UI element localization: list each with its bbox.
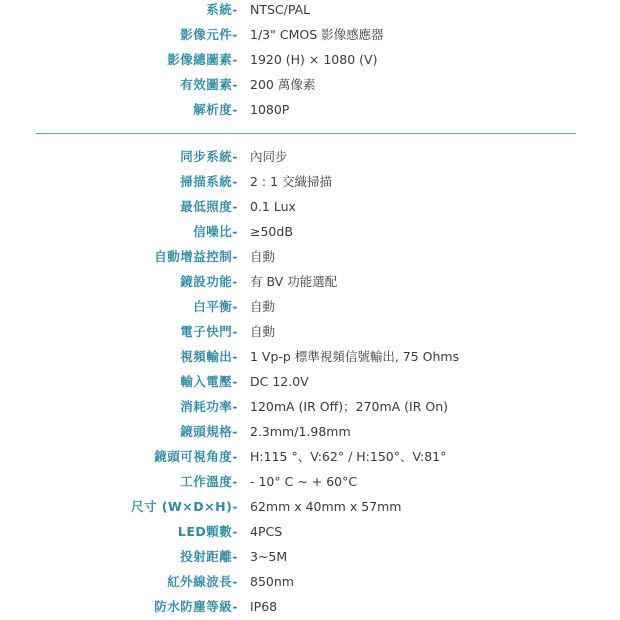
spec-row (0, 447, 620, 467)
spec-value: 62mm x 40mm x 57mm (250, 499, 402, 514)
spec-label-group (180, 272, 238, 292)
spec-label-group (180, 547, 238, 567)
spec-row (0, 347, 620, 367)
spec-label: 視頻輸出 (180, 349, 233, 364)
spec-separator: - (232, 524, 238, 539)
spec-label: 影像總圖素 (167, 52, 233, 67)
spec-label: 紅外線波長 (167, 574, 233, 589)
spec-separator: - (232, 102, 238, 117)
spec-value: 1080P (250, 102, 290, 117)
spec-separator: - (232, 149, 238, 164)
spec-value: 850nm (250, 574, 294, 589)
spec-label-group (167, 572, 238, 592)
spec-value: NTSC/PAL (250, 2, 311, 17)
spec-separator: - (232, 574, 238, 589)
spec-separator: - (232, 2, 238, 17)
spec-row (0, 572, 620, 592)
spec-label: 同步系統 (180, 149, 233, 164)
spec-value: 有 BV 功能選配 (250, 274, 338, 289)
spec-separator: - (232, 499, 238, 514)
spec-value: 0.1 Lux (250, 199, 296, 214)
spec-row (0, 397, 620, 417)
spec-label: 解析度 (193, 102, 233, 117)
spec-label-group (154, 247, 238, 267)
spec-label-group (193, 297, 238, 317)
spec-row (0, 50, 620, 70)
spec-label: LED顆數 (177, 524, 233, 539)
spec-row (0, 247, 620, 267)
spec-value: - 10° C ~ + 60°C (250, 474, 358, 489)
spec-separator: - (232, 199, 238, 214)
spec-separator: - (232, 249, 238, 264)
spec-label-group (154, 447, 238, 467)
spec-label: 信噪比 (193, 224, 233, 239)
spec-separator: - (232, 449, 238, 464)
spec-row (0, 222, 620, 242)
spec-separator: - (232, 224, 238, 239)
spec-value: 1/3" CMOS 影像感應器 (250, 27, 384, 42)
spec-value: 3~5M (250, 549, 288, 564)
spec-label: 最低照度 (180, 199, 233, 214)
spec-label: 鏡設功能 (180, 274, 233, 289)
spec-label-group (193, 100, 238, 120)
spec-value: IP68 (250, 599, 278, 614)
spec-separator: - (232, 474, 238, 489)
spec-label-group (154, 597, 238, 617)
spec-row (0, 422, 620, 442)
spec-separator: - (232, 549, 238, 564)
spec-separator: - (232, 274, 238, 289)
spec-label: 鏡頭規格 (180, 424, 233, 439)
spec-separator: - (232, 424, 238, 439)
spec-row (0, 172, 620, 192)
spec-row (0, 322, 620, 342)
spec-label: 輸入電壓 (180, 374, 233, 389)
spec-label: 尺寸 (W×D×H) (130, 499, 233, 514)
spec-label: 鏡頭可視角度 (154, 449, 233, 464)
spec-separator: - (232, 27, 238, 42)
spec-value: 內同步 (250, 149, 288, 164)
spec-separator: - (232, 349, 238, 364)
spec-separator: - (232, 52, 238, 67)
spec-row (0, 197, 620, 217)
spec-value: H:115 °、V:62° / H:150°、V:81° (250, 449, 447, 464)
spec-value: ≥50dB (250, 224, 293, 239)
spec-separator: - (232, 77, 238, 92)
spec-value: 2 : 1 交織掃描 (250, 174, 333, 189)
spec-label-group (178, 522, 238, 542)
spec-value: 2.3mm/1.98mm (250, 424, 351, 439)
spec-separator: - (232, 599, 238, 614)
spec-label: 自動增益控制 (154, 249, 233, 264)
spec-label-group (180, 25, 238, 45)
spec-label: 投射距離 (180, 549, 233, 564)
spec-row (0, 272, 620, 292)
spec-label: 系統 (206, 2, 233, 17)
spec-separator: - (232, 324, 238, 339)
spec-value: DC 12.0V (250, 374, 309, 389)
spec-label-group (180, 172, 238, 192)
spec-row (0, 25, 620, 45)
spec-value: 自動 (250, 299, 276, 314)
spec-value: 1920 (H) × 1080 (V) (250, 52, 378, 67)
spec-label-group (180, 372, 238, 392)
spec-label-group (206, 0, 238, 20)
spec-label: 消耗功率 (180, 399, 233, 414)
spec-label-group (180, 347, 238, 367)
spec-row (0, 597, 620, 617)
section-divider (36, 133, 576, 134)
spec-row (0, 547, 620, 567)
spec-row (0, 147, 620, 167)
spec-label: 防水防塵等級 (154, 599, 233, 614)
spec-separator: - (232, 174, 238, 189)
spec-label-group (180, 75, 238, 95)
spec-label-group (193, 222, 238, 242)
spec-row (0, 0, 620, 20)
spec-row (0, 472, 620, 492)
spec-label: 工作溫度 (180, 474, 233, 489)
spec-row (0, 372, 620, 392)
spec-row (0, 100, 620, 120)
spec-label-group (167, 50, 238, 70)
spec-separator: - (232, 374, 238, 389)
spec-label: 掃描系統 (180, 174, 233, 189)
spec-label: 電子快門 (180, 324, 233, 339)
spec-label-group (131, 497, 238, 517)
spec-label-group (180, 322, 238, 342)
spec-value: 自動 (250, 249, 276, 264)
spec-separator: - (232, 399, 238, 414)
spec-label-group (180, 147, 238, 167)
spec-value: 1 Vp-p 標準視頻信號輸出, 75 Ohms (250, 349, 460, 364)
spec-value: 200 萬像素 (250, 77, 316, 92)
spec-label: 有效圖素 (180, 77, 233, 92)
spec-row (0, 522, 620, 542)
spec-label-group (180, 472, 238, 492)
spec-row (0, 75, 620, 95)
spec-value: 自動 (250, 324, 276, 339)
spec-label: 白平衡 (193, 299, 233, 314)
spec-row (0, 297, 620, 317)
spec-label-group (180, 197, 238, 217)
spec-label: 影像元件 (180, 27, 233, 42)
spec-value: 4PCS (250, 524, 283, 539)
spec-value: 120mA (IR Off)；270mA (IR On) (250, 399, 449, 414)
spec-separator: - (232, 299, 238, 314)
spec-label-group (180, 397, 238, 417)
spec-label-group (180, 422, 238, 442)
spec-row (0, 497, 620, 517)
